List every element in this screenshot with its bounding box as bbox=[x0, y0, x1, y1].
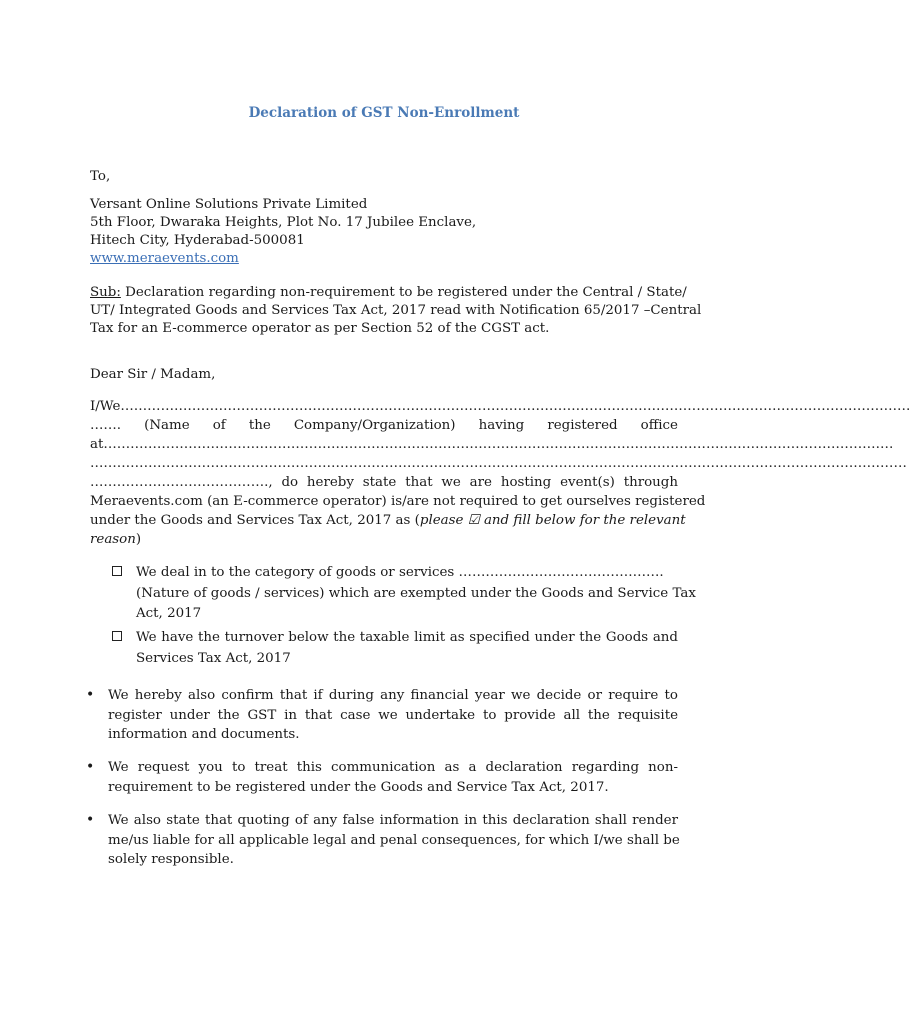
subject-label: Sub: bbox=[90, 285, 121, 300]
recipient-address bbox=[90, 196, 678, 268]
bullet-icon: • bbox=[86, 812, 95, 828]
address-line2: Hitech City, Hyderabad-500081 bbox=[90, 233, 305, 248]
website-link[interactable]: www.meraevents.com bbox=[90, 251, 239, 266]
to-label: To, bbox=[90, 169, 111, 184]
checkbox-turnover-limit[interactable] bbox=[112, 631, 122, 641]
document-page: Declaration of GST Non-Enrollment To, Versant Online Solutions Private Limited 5th Floor, Dwaraka Heights, Plot No. 17 Jubilee Enclave, Hitech City, Hyderabad-500081 www.meraevents.com Sub: Declaration regarding non-requirement to be registered under the Central / State/ UT/ Integrated Goods and Services Tax Act, 2017 read with Notification 65/2017 –Central Tax for an E-commerce operator as per Section 52 of the CGST act. Dear Sir / Madam, I/We…………………………………………………………………………………………………………………………………………………………… ……. (Name of the Company/Organization) having registered office at…………………………………………………………………………………………………………………………………………………………… ………………………………………………………………………………………………………………………………………………………………… …………………………………., do hereby state that we are hosting event(s) through Meraevents.com (an E-commerce operator) is/are not required to get ourselves registered under the Goods and Services Tax Act, 2017 as (please ☑ and fill below for the relevant reason) We deal in to the category of goods or services ………………………………………. (Nature of goods / services) which are exempted under the Goods and Service Tax Act, 2017 We have the turnover below the taxable limit as specified under the Goods and Services Tax Act, 2017 • We hereby also confirm that if during any financial year we decide or require to register under the GST in that case we undertake to provide all the requisite information and documents. • We request you to treat this communication as a declaration regarding non- requirement to be registered under the Goods and Service Tax Act, 2017. • We also state that quoting of any false information in this declaration shall render me/us liable for all applicable legal and penal consequences, for which I/we shall be solely responsible. bbox=[0, 0, 768, 1024]
address-company: Versant Online Solutions Private Limited bbox=[90, 197, 368, 212]
document-title: Declaration of GST Non-Enrollment bbox=[248, 105, 520, 121]
subject: Sub: Declaration regarding non-requirement to be registered under the Central / State/ UT/ Integrated Goods and Services Tax Act, 2017 read with Notification 65/2017 –Central Tax for an E-commerce operator as per Section 52 of the CGST act. bbox=[90, 285, 702, 336]
declaration-paragraph: I/We…………………………………………………………………………………………………………………………………………………………… ……. (Name of the Company/Organization) having registered office at…………………………………………………………………………………………………………………………………………………………… ………………………………………………………………………………………………………………………………………………………………… …………………………………., do hereby state that we are hosting event(s) through Meraevents.com (an E-commerce operator) is/are not required to get ourselves registered under the Goods and Services Tax Act, 2017 as (please ☑ and fill below for the relevant reason) bbox=[90, 399, 910, 547]
bullet-icon: • bbox=[86, 687, 95, 703]
salutation: Dear Sir / Madam, bbox=[90, 367, 216, 382]
checkbox-exempt-goods[interactable] bbox=[112, 566, 122, 576]
address-line1: 5th Floor, Dwaraka Heights, Plot No. 17 Jubilee Enclave, bbox=[90, 215, 477, 230]
bullet-icon: • bbox=[86, 759, 95, 775]
